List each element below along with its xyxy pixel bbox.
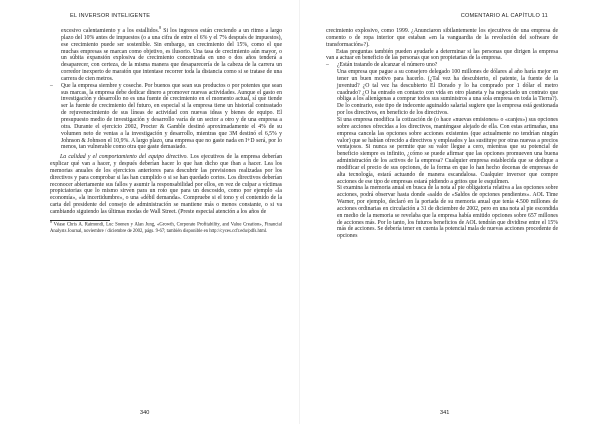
question-text: Una empresa que pague a su consejero delegado 100 millones de dólares al año haría mejor en tener un buen motivo para hacerlo. (¿Tal vez ha descubierto, el patente, la fuente de la juventud? ¿O tal vez ha descubierto El Dorado y lo ha comprado por 1 dólar el metro cuadrado? ¿O ha entrado en contacto con vida en otro planeta y ha negociado un contrato que obliga a los alienígenas a comprar todos sus suministros a una sola empresa en toda la Tierra?). De lo contrario, este tipo de indecente aguinaldo salarial sugiere que la empresa está gestionada por los directivos, en beneficio de los directivos. [337,69,558,117]
footnote-ref[interactable]: 8 [159,25,162,31]
footnote [50,219,282,234]
bullet-dash: – [326,62,329,69]
quality-text: Los ejecutivos de la empresa deberían explicar qué van a hacer, y después deberían hacer lo que han dicho que iban a hacer. Lea los memorias anuales de los ejercicios anteriores para descubrir las previsiones realizadas por los directivos y para comprobar si las han cumplido o si se han quedado cortos. Los directivos deberían reconocer abiertamente sus fallos y asumir la responsabilidad por ellos, en vez de culpar a víctimas propiciatorias que lo mismo sirven para un roto que para un descosido, como por ejemplo «la economía», «la incertidumbre», o una «débil demanda». Compruebe si el tono y el contenido de la carta del presidente del consejo de administración se mantiene más o menos constante, o si va cambiando siguiendo las últimas modas de Wall Street. (Preste especial atención a los años de [50,154,283,215]
memo-paragraph: Si examina la memoria anual en busca de la nota al pie obligatoria relativa a las opciones sobre acciones, podrá observar hasta donde «saldo de «Saldos de opciones pendientes». AOL Time Warner, por ejemplo, declaró en la portada de su memoria anual que tenía 4.500 millones de acciones ordinarias en circulación a 31 de diciembre de 2002, pero en una nota al pie escondida en medio de la memoria se revelaba que la empresa había emitido opciones sobre 657 millones de acciones más. Por lo tanto, los futuros beneficios de AOL tendrán que dividirse entre el 15% más de acciones. Se debería tener en cuenta la potencial mala de nuevas acciones procedente de opciones [337,185,558,240]
continuation-paragraph [50,25,282,83]
bullet-text: Que la empresa siembre y coseche. Por buenos que sean sus productos o por potentes que sean sus marcas, la empresa debe dedicar dinero a promover nuevas actividades. Aunque el gasto en investigación y desarrollo no es una fuente de crecimiento en el momento actual, sí que tiende ser la fuente de crecimiento del futuro, en especial si la empresa tiene un historial contrastado de rejuvenecimiento de sus líneas de actividad con nuevas ideas y bienes de equipo. El presupuesto medio de investigación y desarrollo varía de un sector a otro y de una empresa a otra. Durante el ejercicio 2002, Procter & Gamble destinó aproximadamente el 4% de su volumen neto de ventas a la investigación y desarrollo, mientras que 3M destinó el 6,5% y Johnson & Johnson el 10,9%. A largo plazo, una empresa que no gaste nada en I+D será, por lo menos, tan vulnerable como otra que gaste demasiado. [61,82,282,151]
quality-paragraph [50,154,282,216]
footnote-rule [50,220,110,221]
left-page-number: 340 [140,410,150,416]
continuation-text: excesivo calentamiento y a los estallidos. [61,28,160,34]
continuation-rest: Si los ingresos están creciendo a un ritmo a largo plazo del 10% antes de impuestos (o a una cifra de entre el 6% y el 7% después de impuestos), ese crecimiento puede ser sostenible. Sin embargo, un crecimiento del 15%, como el que muchas empresas se marcan como objetivo, es ilusorio. Una tasa de crecimiento aún mayor, o un súbita expansión explosiva de crecimiento concentrada en uno o dos años tenderá a desaparecer, con certeza, de la misma manera que desaparecería de la cabeza de la carrera un corredor inexperto de maratón que intentase recorrer toda la distancia como si se tratase de una carrera de cien metros. [61,28,282,82]
right-page [300,0,600,424]
footnote-text: Véase Chris A. Raimondi, Luc Soenen y Alan Jung, «Growth, Corporate Profitability, and Value Creation», Financial Analysts Journal, noviembre / diciembre de 2002, págs. 9-67; también disponible en http://cyces.ccfr.edu/pdfs.html. [50,222,282,234]
bullet-question: ¿Están tratando de alcanzar el número uno? [337,62,438,69]
right-running-head: COMENTARIO AL CAPÍTULO 11 [460,13,548,19]
bullet-item [50,83,282,151]
options-paragraph: Si una empresa modifica la cotización de (o hace «nuevas emisiones» o «canjes») sus opciones sobre acciones ofrecidas a los directivos, manténgase alejado de ella. Con estas artimañas, una empresa cancela las opciones sobre acciones existentes (que actualmente no tendrían ningún valor) que se habían ofrecido a directivos y empleados y las sustituye por otras nuevas a precios ventajosos. Si nunca se permite que su valor llegue a cero, mientras que su potencial de beneficio siempre es infinito, ¿cómo se puede afirmar que las opciones promueven una buena administración de los activos de la empresa? Cualquier empresa establecida que se dedique a modificar el precio de sus opciones, de la forma en que lo han hecho docenas de empresas de alta tecnología, estará actuando de manera escandalosa. Cualquier inversor que compre acciones de ese tipo de empresas estará pidiendo a gritos que le esquilmen. [337,116,558,185]
quality-lead: La calidad y el comportamiento del equipo directivo. [60,154,188,161]
right-page-number: 341 [440,410,450,416]
left-running-head: EL INVERSOR INTELIGENTE [70,13,151,19]
opening-paragraph: crecimiento explosivo, como 1999. ¿Anunciaron sibilantemente los ejecutivos de una empresa de comento o de ropa interior que estaban «en la vanguardia de la revolución del software de transformación»?). [326,28,558,48]
bullet-dash: – [50,82,53,89]
footnote-mark: 8 [50,219,52,225]
bridge-paragraph: Estas preguntas también pueden ayudarle a determinar si las personas que dirigen la empresa van a actuar en beneficio de las personas que son propietarias de la empresa. [326,48,558,62]
question-bullet [326,62,558,69]
